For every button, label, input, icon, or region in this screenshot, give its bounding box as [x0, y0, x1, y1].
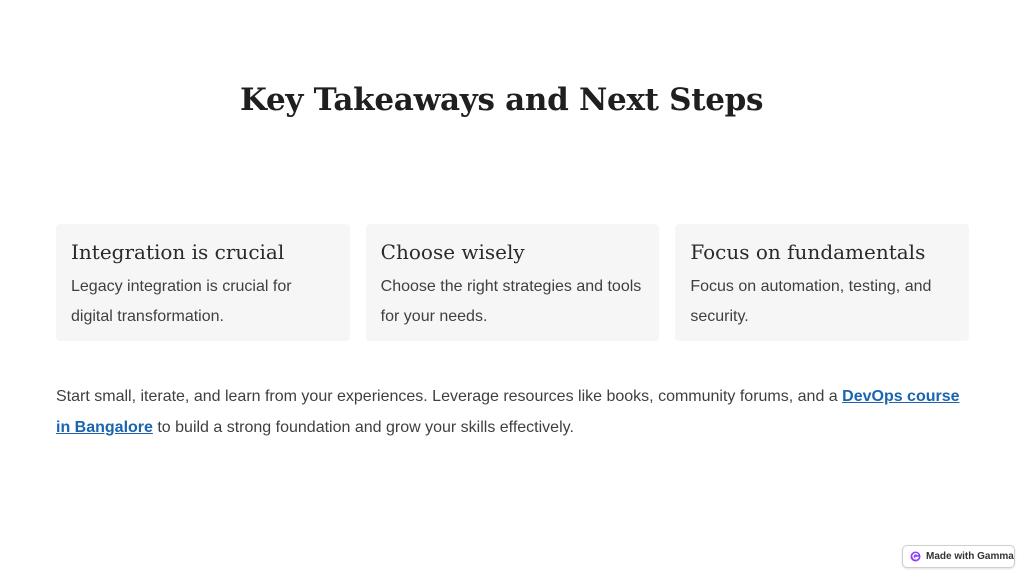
card-choose-wisely: [366, 224, 660, 341]
summary-text-before: Start small, iterate, and learn from your experiences. Leverage resources like books, community forums, and a: [56, 388, 843, 405]
summary-text-after: to build a strong foundation and grow your skills effectively.: [152, 419, 574, 436]
made-with-gamma-badge[interactable]: [902, 545, 1015, 568]
takeaway-cards: [56, 224, 969, 341]
card-text: Legacy integration is crucial for digital transformation.: [71, 278, 292, 325]
page-title: Key Takeaways and Next Steps: [240, 82, 764, 118]
gamma-logo-icon: [910, 551, 921, 562]
devops-course-link[interactable]: DevOps course in Bangalore: [56, 388, 960, 436]
card-title: Integration is crucial: [71, 240, 285, 264]
card-fundamentals: [675, 224, 969, 341]
card-text: Choose the right strategies and tools for your needs.: [380, 278, 642, 325]
card-title: Choose wisely: [380, 240, 525, 264]
badge-label: Made with Gamma: [926, 551, 1014, 562]
summary-paragraph: [56, 381, 968, 443]
card-text: Focus on automation, testing, and security.: [690, 278, 932, 325]
card-integration: [56, 224, 350, 341]
card-title: Focus on fundamentals: [690, 240, 926, 264]
